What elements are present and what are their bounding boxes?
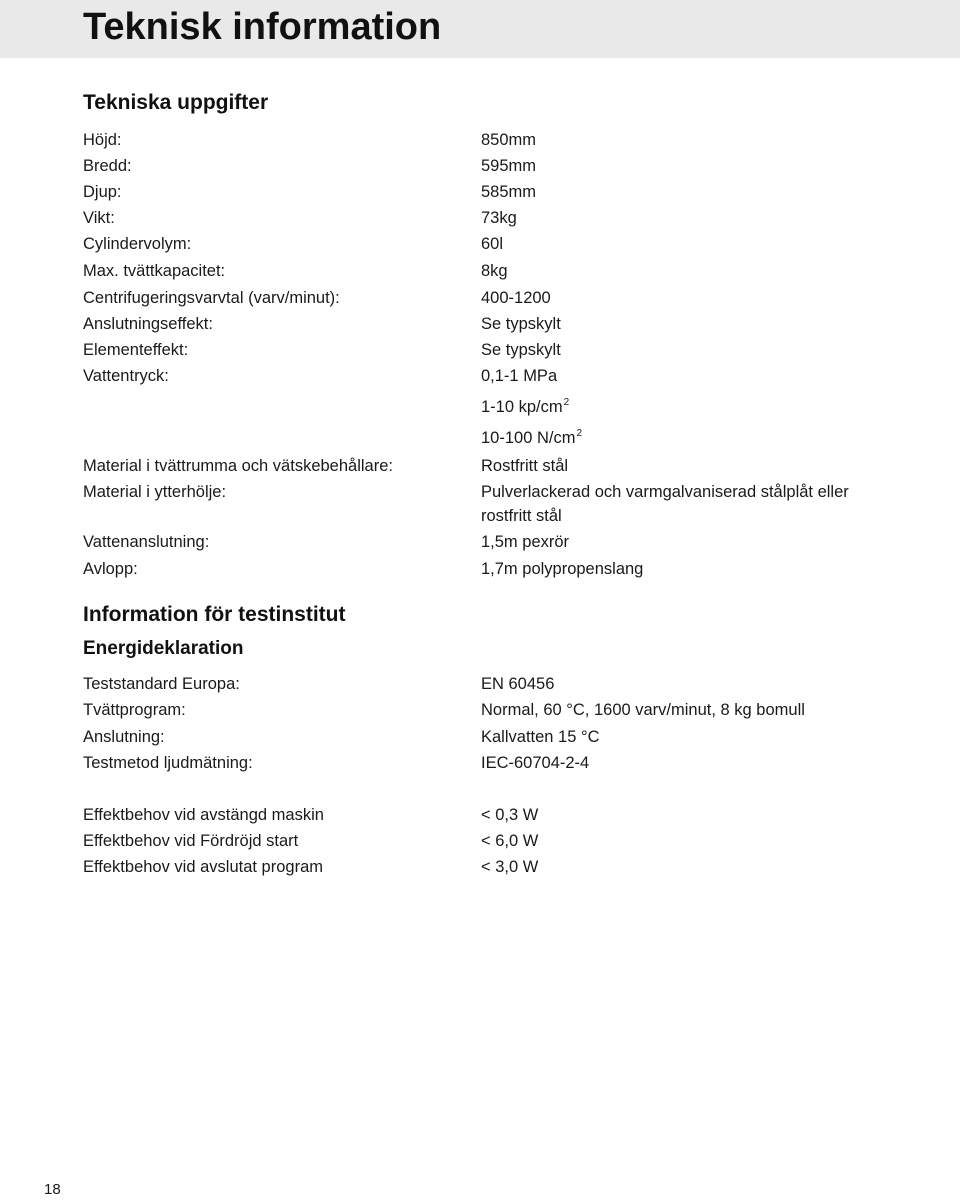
spec-label: Avlopp:: [83, 560, 138, 578]
power-label: Effektbehov vid avstängd maskin: [83, 806, 324, 824]
test-value: IEC-60704-2-4: [481, 754, 590, 772]
specs-heading: Tekniska uppgifter: [83, 91, 269, 114]
power-value: < 6,0 W: [481, 832, 539, 850]
spec-label: Elementeffekt:: [83, 341, 189, 359]
spec-value: 73kg: [481, 209, 517, 227]
spec-value: Se typskylt: [481, 315, 561, 333]
spec-value: 60l: [481, 235, 504, 253]
spec-row: [0, 231, 960, 257]
power-value: < 0,3 W: [481, 806, 539, 824]
spec-label: Cylindervolym:: [83, 235, 192, 253]
test-label: Anslutning:: [83, 728, 165, 746]
power-label: Effektbehov vid avslutat program: [83, 858, 323, 876]
spec-label: Material i tvättrumma och vätskebehållare:: [83, 457, 393, 475]
spec-row-pressure: [0, 363, 960, 389]
test-value: EN 60456: [481, 675, 555, 693]
test-row: [0, 671, 960, 697]
power-value: < 3,0 W: [481, 858, 539, 876]
spec-row: [0, 311, 960, 337]
spec-row: [0, 556, 960, 582]
test-label: Teststandard Europa:: [83, 675, 240, 693]
spec-value: [481, 394, 569, 423]
test-row: [0, 724, 960, 750]
superscript: 2: [576, 428, 583, 439]
spec-row: [0, 127, 960, 153]
spec-value: Rostfritt stål: [481, 457, 569, 475]
spec-value: 595mm: [481, 157, 537, 175]
spec-label: Anslutningseffekt:: [83, 315, 213, 333]
spec-label: Bredd:: [83, 157, 132, 175]
spec-row: [0, 258, 960, 284]
spec-row-pressure-kp: [0, 394, 960, 420]
spec-value: 0,1-1 MPa: [481, 367, 558, 385]
spec-label: Material i ytterhölje:: [83, 483, 227, 501]
pressure-n-text: 10-100 N/cm: [481, 429, 576, 447]
power-row: [0, 854, 960, 880]
spec-value: 850mm: [481, 131, 537, 149]
spec-row: [0, 179, 960, 205]
spec-value: [481, 425, 582, 454]
test-info-heading: Information för testinstitut: [83, 603, 346, 626]
spec-value: 1,7m polypropenslang: [481, 560, 644, 578]
superscript: 2: [563, 397, 570, 408]
test-label: Tvättprogram:: [83, 701, 186, 719]
spec-value: 585mm: [481, 183, 537, 201]
spec-label: Djup:: [83, 183, 122, 201]
spec-value: 400-1200: [481, 289, 551, 307]
power-row: [0, 802, 960, 828]
page-title: Teknisk information: [83, 6, 442, 48]
test-row: [0, 750, 960, 776]
page-number: 18: [44, 1181, 61, 1198]
pressure-kp-text: 1-10 kp/cm: [481, 398, 563, 416]
spec-value: 8kg: [481, 262, 508, 280]
spec-value: 1,5m pexrör: [481, 533, 570, 551]
spec-label: Vattentryck:: [83, 367, 169, 385]
spec-row: [0, 205, 960, 231]
test-value: Kallvatten 15 °C: [481, 728, 600, 746]
test-row: [0, 697, 960, 723]
spec-label: Max. tvättkapacitet:: [83, 262, 226, 280]
spec-row: [0, 153, 960, 179]
power-row: [0, 828, 960, 854]
spec-label: Vattenanslutning:: [83, 533, 210, 551]
spec-row: [0, 529, 960, 555]
spec-row: [0, 479, 960, 505]
spec-value: rostfritt stål: [481, 507, 562, 525]
spec-value: Se typskylt: [481, 341, 561, 359]
spec-label: Centrifugeringsvarvtal (varv/minut):: [83, 289, 340, 307]
spec-value: Pulverlackerad och varmgalvaniserad stålplåt eller: [481, 483, 849, 501]
spec-row: [0, 337, 960, 363]
energy-declaration-heading: Energideklaration: [83, 638, 244, 659]
spec-row-pressure-n: [0, 425, 960, 451]
spec-row: [0, 285, 960, 311]
spec-row-continued: [0, 503, 960, 529]
power-label: Effektbehov vid Fördröjd start: [83, 832, 299, 850]
spec-label: Vikt:: [83, 209, 115, 227]
test-value: Normal, 60 °C, 1600 varv/minut, 8 kg bomull: [481, 701, 805, 719]
spec-row: [0, 453, 960, 479]
spec-label: Höjd:: [83, 131, 122, 149]
test-label: Testmetod ljudmätning:: [83, 754, 253, 772]
